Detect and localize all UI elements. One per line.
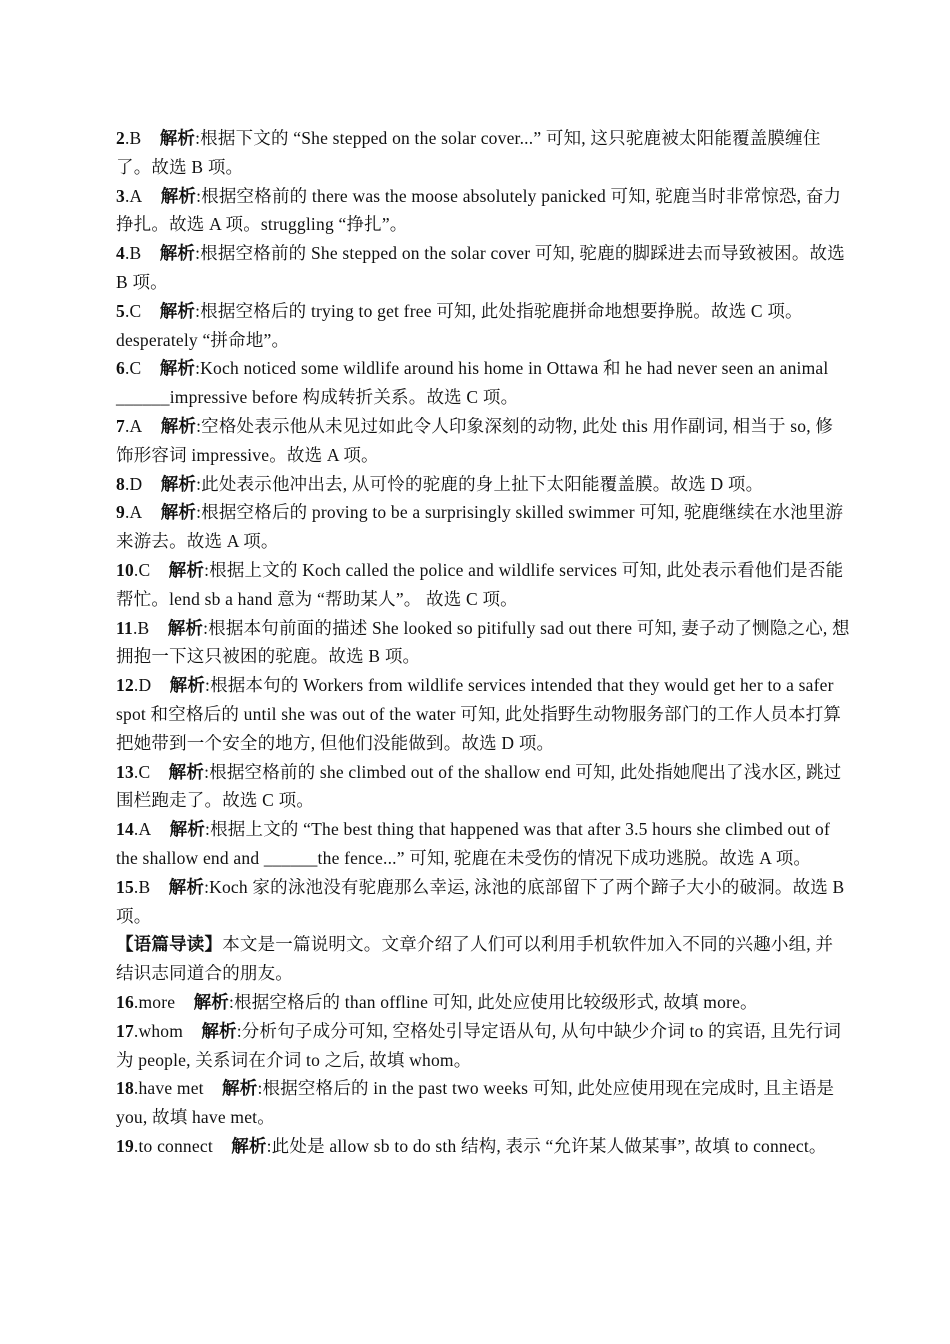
passage-guide [116,930,850,988]
item-text: :此处是 allow sb to do sth 结构, 表示 “允许某人做某事”, 故填 to connect。 [266,1135,827,1156]
item-text: :根据下文的 “She stepped on the solar cover...” 可知, 这只驼鹿被太阳能覆盖膜缠住了。故选 B 项。 [116,128,821,177]
item-label: 解析 [231,1135,267,1156]
item-answer: .A [133,819,152,840]
item-answer: .B [124,128,142,148]
answer-item-19 [116,1132,850,1161]
item-text: :根据空格前的 She stepped on the solar cover 可知, 驼鹿的脚踩进去而导致被困。故选 B 项。 [116,243,845,292]
item-answer: .D [133,675,152,696]
item-number: 17 [116,1020,134,1041]
answer-item-14 [116,815,850,873]
item-number: 16 [116,991,134,1012]
answer-item-7 [116,412,850,470]
item-label: 解析 [193,991,229,1012]
item-text: :根据空格后的 proving to be a surprisingly skilled swimmer 可知, 驼鹿继续在水池里游来游去。故选 A 项。 [116,502,844,552]
answer-item-15 [116,873,850,931]
item-label: 解析 [169,675,206,696]
item-label: 解析 [159,300,196,321]
item-number: 13 [116,761,134,782]
item-answer: .A [124,502,143,523]
item-label: 解析 [159,243,196,264]
item-text: :分析句子成分可知, 空格处引导定语从句, 从句中缺少介词 to 的宾语, 且先行词为 people, 关系词在介词 to 之后, 故填 whom。 [116,1020,842,1070]
item-number: 11 [116,617,133,638]
item-label: 解析 [159,358,196,379]
item-answer: .to connect [133,1135,213,1156]
answer-item-13 [116,758,850,816]
item-label: 解析 [222,1078,258,1099]
item-answer: .B [133,876,151,897]
answer-item-11 [116,614,850,672]
item-text: :根据本句的 Workers from wildlife services intended that they would get her to a safer spot 和空格后的 until she was out of the water 可知, 此处指野生动物服务部门的工作人员本打算把她带到一个安全的地方, 但他们没能做到。故选 D 项。 [116,675,842,753]
item-number: 12 [116,675,134,696]
item-label: 解析 [168,761,205,782]
answer-item-9 [116,498,850,556]
item-number: 15 [116,876,134,897]
item-number: 18 [116,1078,134,1099]
answer-item-3 [116,182,850,240]
answer-item-4 [116,239,850,297]
item-label: 解析 [201,1020,237,1041]
item-answer: .more [133,991,176,1012]
item-text: :空格处表示他从未见过如此令人印象深刻的动物, 此处 this 用作副词, 相当于 so, 修饰形容词 impressive。故选 A 项。 [116,415,834,465]
answer-item-18 [116,1074,850,1132]
item-text: :Koch noticed some wildlife around his home in Ottawa 和 he had never seen an animal ______impressive before 构成转折关系。故选 C 项。 [116,358,829,408]
item-answer: .A [124,415,143,436]
item-number: 5 [116,300,125,321]
item-label: 解析 [169,819,206,840]
item-answer: .C [133,559,151,580]
item-answer: .A [124,185,143,206]
item-answer: .C [124,300,142,321]
item-answer: .D [124,473,143,494]
item-answer: .have met [133,1078,204,1099]
item-text: :根据空格前的 she climbed out of the shallow end 可知, 此处指她爬出了浅水区, 跳过围栏跑走了。故选 C 项。 [116,761,842,811]
guide-label: 【语篇导读】 [116,934,223,955]
answer-item-16 [116,988,850,1017]
item-number: 6 [116,358,125,379]
item-text: :根据空格前的 there was the moose absolutely panicked 可知, 驼鹿当时非常惊恐, 奋力挣扎。故选 A 项。struggling “挣扎”。 [116,185,842,235]
item-answer: .B [124,243,142,264]
item-number: 4 [116,243,125,264]
item-label: 解析 [167,617,204,638]
item-answer: .C [133,761,151,782]
item-label: 解析 [168,876,205,897]
item-answer: .B [132,617,150,638]
item-text: :根据空格后的 than offline 可知, 此处应使用比较级形式, 故填 more。 [228,991,758,1012]
answer-item-10 [116,556,850,614]
item-number: 19 [116,1135,134,1156]
item-number: 8 [116,473,125,494]
answer-item-2 [116,124,850,182]
item-label: 解析 [159,128,196,148]
item-number: 2 [116,128,125,148]
item-number: 14 [116,819,134,840]
answer-item-5 [116,297,850,355]
item-label: 解析 [160,473,197,494]
item-text: :此处表示他冲出去, 从可怜的驼鹿的身上扯下太阳能覆盖膜。故选 D 项。 [196,473,764,494]
item-label: 解析 [160,185,197,206]
item-number: 9 [116,502,125,523]
item-text: :根据空格后的 in the past two weeks 可知, 此处应使用现在完成时, 且主语是 you, 故填 have met。 [116,1078,835,1128]
item-answer: .whom [133,1020,184,1041]
item-number: 7 [116,415,125,436]
answer-item-12 [116,671,850,757]
item-number: 3 [116,185,125,206]
item-label: 解析 [168,559,205,580]
item-number: 10 [116,559,134,580]
item-answer: .C [124,358,142,379]
answer-item-17 [116,1017,850,1075]
item-label: 解析 [160,415,197,436]
item-text: :根据上文的 Koch called the police and wildlife services 可知, 此处表示看他们是否能帮忙。lend sb a hand 意为 “帮助某人”。 故选 C 项。 [116,559,844,609]
answer-item-8 [116,470,850,499]
item-text: :根据空格后的 trying to get free 可知, 此处指驼鹿拼命地想要挣脱。故选 C 项。desperately “拼命地”。 [116,300,803,350]
guide-text: 本文是一篇说明文。文章介绍了人们可以利用手机软件加入不同的兴趣小组, 并结识志同道合的朋友。 [116,934,834,984]
item-label: 解析 [160,502,197,523]
answer-item-6 [116,354,850,412]
item-text: :根据上文的 “The best thing that happened was that after 3.5 hours she climbed out of the shallow end and ______the fence...” 可知, 驼鹿在未受伤的情况下成功逃脱。故选 A 项。 [116,819,831,868]
item-text: :Koch 家的泳池没有驼鹿那么幸运, 泳池的底部留下了两个蹄子大小的破洞。故选 B 项。 [116,876,845,926]
item-text: :根据本句前面的描述 She looked so pitifully sad out there 可知, 妻子动了恻隐之心, 想拥抱一下这只被困的驼鹿。故选 B 项。 [116,617,850,667]
